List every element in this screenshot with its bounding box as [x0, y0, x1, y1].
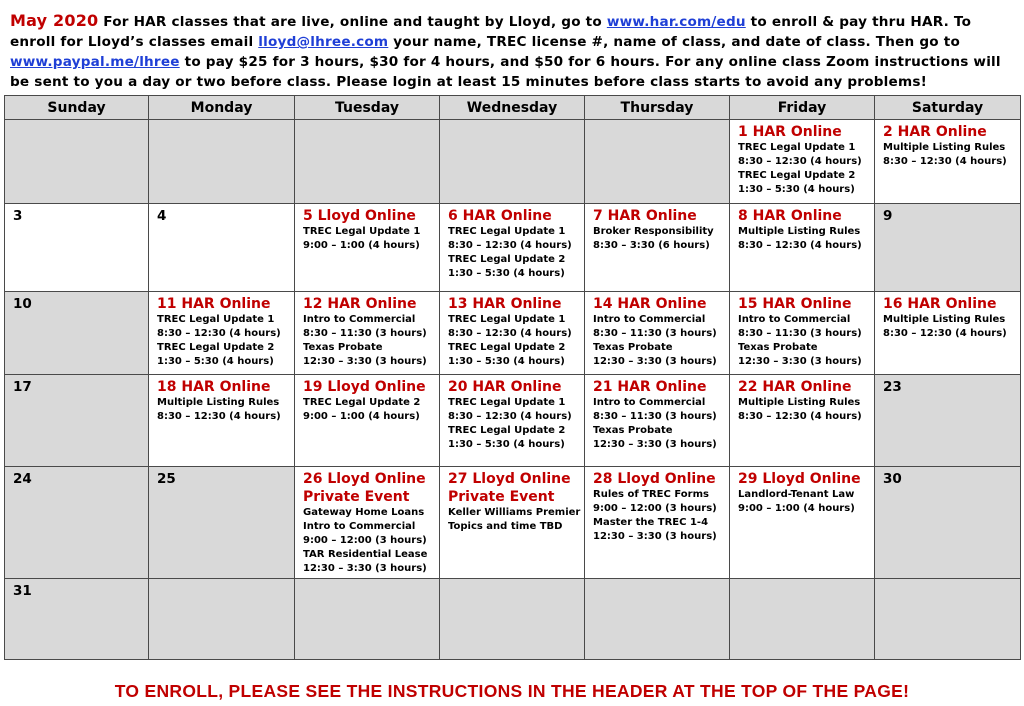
- event-title: 12 HAR Online: [303, 296, 417, 312]
- event-detail-line: 1:30 – 5:30 (4 hours): [448, 439, 565, 450]
- event-title: 19 Lloyd Online: [303, 379, 426, 395]
- event-detail-line: Master the TREC 1-4: [593, 517, 709, 528]
- day-cell-25: [149, 467, 295, 579]
- event-detail-line: TREC Legal Update 2: [738, 170, 856, 181]
- event-detail-line: Multiple Listing Rules: [738, 397, 861, 408]
- event-detail-line: Texas Probate: [593, 425, 673, 436]
- empty-day-cell: [585, 579, 730, 660]
- weekday-thursday: Thursday: [585, 96, 730, 120]
- event-detail-line: Intro to Commercial: [593, 397, 706, 408]
- month-title: May 2020: [10, 11, 99, 30]
- email-link[interactable]: lloyd@lhree.com: [258, 34, 389, 50]
- event-title: 28 Lloyd Online: [593, 471, 716, 487]
- event-title: 26 Lloyd Online: [303, 471, 426, 487]
- day-cell-31: [5, 579, 149, 660]
- event-detail-line: 9:00 – 1:00 (4 hours): [738, 503, 855, 514]
- empty-day-cell: [440, 120, 585, 204]
- event-title: 11 HAR Online: [157, 296, 271, 312]
- event-title: 21 HAR Online: [593, 379, 707, 395]
- event-title: 7 HAR Online: [593, 208, 697, 224]
- event-detail-line: 1:30 – 5:30 (4 hours): [738, 184, 855, 195]
- week-row: [5, 204, 1021, 292]
- day-number: 3: [13, 208, 23, 224]
- day-cell-17: [5, 375, 149, 467]
- event-detail-line: Intro to Commercial: [593, 314, 706, 325]
- instructions-text-2: to enroll & pay thru HAR. To enroll for Lloyd’s classes email: [10, 14, 972, 50]
- weekday-header-row: [5, 96, 1021, 120]
- day-cell-12: [295, 292, 440, 375]
- event-title: 5 Lloyd Online: [303, 208, 416, 224]
- paypal-link[interactable]: www.paypal.me/lhree: [10, 54, 180, 70]
- event-detail-line: Gateway Home Loans: [303, 507, 425, 518]
- day-cell-22: [730, 375, 875, 467]
- event-detail-line: 1:30 – 5:30 (4 hours): [448, 356, 565, 367]
- event-title: 2 HAR Online: [883, 124, 987, 140]
- event-detail-line: 8:30 – 11:30 (3 hours): [593, 411, 717, 422]
- har-edu-link[interactable]: www.har.com/edu: [606, 14, 746, 30]
- day-cell-2: [875, 120, 1021, 204]
- event-detail-line: 9:00 – 1:00 (4 hours): [303, 240, 420, 251]
- event-detail-line: 1:30 – 5:30 (4 hours): [157, 356, 274, 367]
- day-cell-8: [730, 204, 875, 292]
- event-detail-line: TREC Legal Update 1: [448, 397, 566, 408]
- day-number: 4: [157, 208, 167, 224]
- event-detail-line: TREC Legal Update 2: [303, 397, 421, 408]
- event-detail-line: Multiple Listing Rules: [738, 226, 861, 237]
- day-cell-11: [149, 292, 295, 375]
- day-cell-28: [585, 467, 730, 579]
- event-title: 8 HAR Online: [738, 208, 842, 224]
- instructions-header: [10, 11, 1015, 92]
- event-detail-line: Texas Probate: [303, 342, 383, 353]
- weekday-tuesday: Tuesday: [295, 96, 440, 120]
- day-cell-9: [875, 204, 1021, 292]
- event-detail-line: Texas Probate: [738, 342, 818, 353]
- week-row: [5, 120, 1021, 204]
- event-subtitle: Private Event: [303, 489, 410, 505]
- day-cell-6: [440, 204, 585, 292]
- instructions-text-3: your name, TREC license #, name of class, and date of class. Then go to: [388, 34, 960, 50]
- weekday-sunday: Sunday: [5, 96, 149, 120]
- day-number: 25: [157, 471, 176, 487]
- day-cell-13: [440, 292, 585, 375]
- empty-day-cell: [295, 120, 440, 204]
- day-cell-19: [295, 375, 440, 467]
- day-cell-15: [730, 292, 875, 375]
- event-detail-line: 8:30 – 12:30 (4 hours): [157, 411, 281, 422]
- day-cell-14: [585, 292, 730, 375]
- weekday-monday: Monday: [149, 96, 295, 120]
- event-detail-line: Landlord-Tenant Law: [738, 489, 855, 500]
- event-detail-line: 9:00 – 12:00 (3 hours): [593, 503, 717, 514]
- empty-day-cell: [440, 579, 585, 660]
- event-detail-line: TREC Legal Update 2: [448, 425, 566, 436]
- day-cell-24: [5, 467, 149, 579]
- event-detail-line: 12:30 – 3:30 (3 hours): [303, 356, 427, 367]
- event-detail-line: TREC Legal Update 1: [157, 314, 275, 325]
- day-number: 24: [13, 471, 32, 487]
- day-number: 17: [13, 379, 32, 395]
- event-detail-line: Multiple Listing Rules: [157, 397, 280, 408]
- event-detail-line: 8:30 – 12:30 (4 hours): [157, 328, 281, 339]
- week-row: [5, 375, 1021, 467]
- event-detail-line: TREC Legal Update 1: [303, 226, 421, 237]
- event-detail-line: 9:00 – 12:00 (3 hours): [303, 535, 427, 546]
- event-title: 27 Lloyd Online: [448, 471, 571, 487]
- event-detail-line: 8:30 – 11:30 (3 hours): [593, 328, 717, 339]
- day-cell-18: [149, 375, 295, 467]
- event-detail-line: Keller Williams Premier: [448, 507, 581, 518]
- event-detail-line: 8:30 – 12:30 (4 hours): [448, 240, 572, 251]
- day-number: 9: [883, 208, 893, 224]
- event-detail-line: 8:30 – 12:30 (4 hours): [738, 156, 862, 167]
- event-detail-line: 12:30 – 3:30 (3 hours): [593, 439, 717, 450]
- day-number: 30: [883, 471, 902, 487]
- event-title: 15 HAR Online: [738, 296, 852, 312]
- event-detail-line: 8:30 – 12:30 (4 hours): [738, 411, 862, 422]
- day-cell-30: [875, 467, 1021, 579]
- empty-day-cell: [295, 579, 440, 660]
- event-title: 1 HAR Online: [738, 124, 842, 140]
- empty-day-cell: [149, 120, 295, 204]
- event-subtitle: Private Event: [448, 489, 555, 505]
- event-title: 13 HAR Online: [448, 296, 562, 312]
- weekday-friday: Friday: [730, 96, 875, 120]
- day-number: 31: [13, 583, 32, 599]
- day-number: 10: [13, 296, 32, 312]
- event-detail-line: 8:30 – 12:30 (4 hours): [883, 156, 1007, 167]
- event-detail-line: 12:30 – 3:30 (3 hours): [593, 356, 717, 367]
- day-cell-27: [440, 467, 585, 579]
- weekday-wednesday: Wednesday: [440, 96, 585, 120]
- event-detail-line: 8:30 – 3:30 (6 hours): [593, 240, 710, 251]
- event-title: 18 HAR Online: [157, 379, 271, 395]
- event-detail-line: 12:30 – 3:30 (3 hours): [738, 356, 862, 367]
- event-detail-line: 8:30 – 12:30 (4 hours): [738, 240, 862, 251]
- event-detail-line: 1:30 – 5:30 (4 hours): [448, 268, 565, 279]
- event-title: 16 HAR Online: [883, 296, 997, 312]
- event-detail-line: 8:30 – 12:30 (4 hours): [883, 328, 1007, 339]
- event-detail-line: Broker Responsibility: [593, 226, 714, 237]
- day-cell-29: [730, 467, 875, 579]
- event-title: 29 Lloyd Online: [738, 471, 861, 487]
- empty-day-cell: [730, 579, 875, 660]
- event-title: 20 HAR Online: [448, 379, 562, 395]
- event-detail-line: 12:30 – 3:30 (3 hours): [593, 531, 717, 542]
- event-title: 14 HAR Online: [593, 296, 707, 312]
- event-detail-line: 12:30 – 3:30 (3 hours): [303, 563, 427, 574]
- day-number: 23: [883, 379, 902, 395]
- event-detail-line: Rules of TREC Forms: [593, 489, 709, 500]
- event-detail-line: Intro to Commercial: [738, 314, 851, 325]
- empty-day-cell: [5, 120, 149, 204]
- event-detail-line: TREC Legal Update 2: [157, 342, 275, 353]
- event-detail-line: Intro to Commercial: [303, 314, 416, 325]
- event-detail-line: TREC Legal Update 1: [448, 314, 566, 325]
- event-detail-line: 8:30 – 11:30 (3 hours): [738, 328, 862, 339]
- day-cell-23: [875, 375, 1021, 467]
- day-cell-26: [295, 467, 440, 579]
- day-cell-21: [585, 375, 730, 467]
- event-detail-line: 8:30 – 11:30 (3 hours): [303, 328, 427, 339]
- event-detail-line: Topics and time TBD: [448, 521, 563, 532]
- week-row: [5, 292, 1021, 375]
- event-detail-line: 8:30 – 12:30 (4 hours): [448, 411, 572, 422]
- instructions-text-4: to pay $25 for 3 hours, $30 for 4 hours, and $50 for 6 hours. For any online class Zoom instructions will be sent to you a day or two before class. Please login at least 15 minutes before class starts to avoid any problems!: [10, 54, 1001, 90]
- empty-day-cell: [875, 579, 1021, 660]
- event-detail-line: TAR Residential Lease: [303, 549, 428, 560]
- day-cell-3: [5, 204, 149, 292]
- event-detail-line: 9:00 – 1:00 (4 hours): [303, 411, 420, 422]
- event-title: 22 HAR Online: [738, 379, 852, 395]
- calendar-grid: [4, 95, 1021, 660]
- week-row: [5, 467, 1021, 579]
- event-title: 6 HAR Online: [448, 208, 552, 224]
- event-detail-line: Multiple Listing Rules: [883, 142, 1006, 153]
- event-detail-line: TREC Legal Update 1: [738, 142, 856, 153]
- day-cell-5: [295, 204, 440, 292]
- day-cell-4: [149, 204, 295, 292]
- event-detail-line: TREC Legal Update 2: [448, 254, 566, 265]
- week-row: [5, 579, 1021, 660]
- day-cell-7: [585, 204, 730, 292]
- day-cell-1: [730, 120, 875, 204]
- event-detail-line: TREC Legal Update 2: [448, 342, 566, 353]
- event-detail-line: 8:30 – 12:30 (4 hours): [448, 328, 572, 339]
- empty-day-cell: [585, 120, 730, 204]
- day-cell-20: [440, 375, 585, 467]
- weekday-saturday: Saturday: [875, 96, 1021, 120]
- empty-day-cell: [149, 579, 295, 660]
- day-cell-16: [875, 292, 1021, 375]
- event-detail-line: Multiple Listing Rules: [883, 314, 1006, 325]
- event-detail-line: Intro to Commercial: [303, 521, 416, 532]
- event-detail-line: Texas Probate: [593, 342, 673, 353]
- instructions-text-1: For HAR classes that are live, online and taught by Lloyd, go to: [98, 14, 607, 30]
- day-cell-10: [5, 292, 149, 375]
- enroll-footer: TO ENROLL, PLEASE SEE THE INSTRUCTIONS IN THE HEADER AT THE TOP OF THE PAGE!: [114, 681, 910, 701]
- event-detail-line: TREC Legal Update 1: [448, 226, 566, 237]
